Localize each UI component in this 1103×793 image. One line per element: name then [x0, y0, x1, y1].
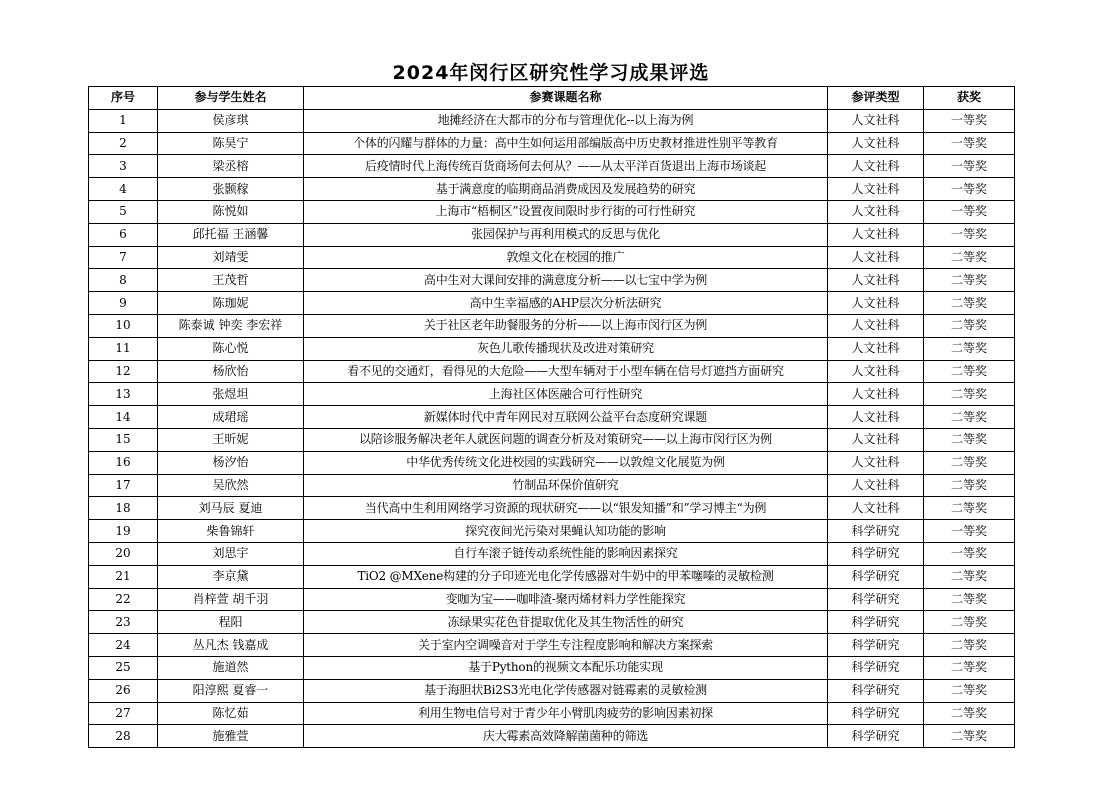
cell-award: 二等奖	[924, 314, 1015, 337]
cell-no: 13	[89, 383, 158, 406]
cell-topic: 上海市“梧桐区”设置夜间限时步行街的可行性研究	[304, 200, 828, 223]
table-row	[89, 656, 1015, 679]
cell-award: 二等奖	[924, 634, 1015, 657]
cell-topic: 后疫情时代上海传统百货商场何去何从？——从太平洋百货退出上海市场谈起	[304, 155, 828, 178]
cell-award: 一等奖	[924, 200, 1015, 223]
cell-no: 2	[89, 132, 158, 155]
table-row	[89, 725, 1015, 748]
cell-topic: 基于海胆状Bi2S3光电化学传感器对链霉素的灵敏检测	[304, 679, 828, 702]
table-row	[89, 246, 1015, 269]
cell-no: 6	[89, 223, 158, 246]
table-row	[89, 383, 1015, 406]
cell-category: 人文社科	[828, 269, 924, 292]
cell-topic: 敦煌文化在校园的推广	[304, 246, 828, 269]
cell-names: 成珺瑶	[158, 406, 304, 429]
cell-category: 人文社科	[828, 292, 924, 315]
awards-table	[88, 86, 1015, 748]
cell-topic: 关于社区老年助餐服务的分析——以上海市闵行区为例	[304, 314, 828, 337]
table-row	[89, 269, 1015, 292]
cell-award: 二等奖	[924, 269, 1015, 292]
header-category: 参评类型	[828, 87, 924, 110]
cell-topic: 以陪诊服务解决老年人就医问题的调查分析及对策研究——以上海市闵行区为例	[304, 428, 828, 451]
table-row	[89, 451, 1015, 474]
table-row	[89, 178, 1015, 201]
cell-no: 14	[89, 406, 158, 429]
cell-award: 一等奖	[924, 223, 1015, 246]
table-row	[89, 565, 1015, 588]
cell-award: 二等奖	[924, 337, 1015, 360]
cell-award: 二等奖	[924, 474, 1015, 497]
cell-award: 二等奖	[924, 292, 1015, 315]
cell-topic: 利用生物电信号对于青少年小臂肌肉疲劳的影响因素初探	[304, 702, 828, 725]
cell-award: 一等奖	[924, 132, 1015, 155]
cell-award: 一等奖	[924, 520, 1015, 543]
cell-topic: 高中生幸福感的AHP层次分析法研究	[304, 292, 828, 315]
cell-no: 28	[89, 725, 158, 748]
cell-topic: 庆大霉素高效降解菌菌种的筛选	[304, 725, 828, 748]
cell-no: 21	[89, 565, 158, 588]
cell-category: 科学研究	[828, 588, 924, 611]
table-body	[89, 109, 1015, 747]
cell-names: 陈泰诚 钟奕 李宏祥	[158, 314, 304, 337]
cell-no: 26	[89, 679, 158, 702]
cell-award: 二等奖	[924, 497, 1015, 520]
cell-category: 人文社科	[828, 497, 924, 520]
cell-category: 科学研究	[828, 611, 924, 634]
cell-award: 二等奖	[924, 725, 1015, 748]
cell-category: 人文社科	[828, 474, 924, 497]
cell-no: 20	[89, 542, 158, 565]
table-row	[89, 223, 1015, 246]
cell-award: 二等奖	[924, 383, 1015, 406]
cell-names: 张煜坦	[158, 383, 304, 406]
cell-category: 人文社科	[828, 428, 924, 451]
cell-names: 张颢稼	[158, 178, 304, 201]
cell-award: 二等奖	[924, 246, 1015, 269]
cell-award: 二等奖	[924, 451, 1015, 474]
cell-no: 22	[89, 588, 158, 611]
header-no: 序号	[89, 87, 158, 110]
table-row	[89, 542, 1015, 565]
cell-names: 梁丞榕	[158, 155, 304, 178]
cell-award: 二等奖	[924, 588, 1015, 611]
cell-no: 10	[89, 314, 158, 337]
cell-names: 邱托福 王涵馨	[158, 223, 304, 246]
cell-topic: 竹制品环保价值研究	[304, 474, 828, 497]
cell-category: 人文社科	[828, 132, 924, 155]
table-row	[89, 474, 1015, 497]
cell-topic: 看不见的交通灯，看得见的大危险——大型车辆对于小型车辆在信号灯遮挡方面研究	[304, 360, 828, 383]
cell-award: 二等奖	[924, 656, 1015, 679]
cell-topic: 新媒体时代中青年网民对互联网公益平台态度研究课题	[304, 406, 828, 429]
cell-category: 人文社科	[828, 383, 924, 406]
cell-topic: TiO2 @MXene构建的分子印迹光电化学传感器对牛奶中的甲苯噻嗪的灵敏检测	[304, 565, 828, 588]
cell-category: 人文社科	[828, 314, 924, 337]
cell-no: 15	[89, 428, 158, 451]
cell-category: 科学研究	[828, 565, 924, 588]
cell-no: 11	[89, 337, 158, 360]
cell-no: 9	[89, 292, 158, 315]
table-row	[89, 634, 1015, 657]
cell-award: 二等奖	[924, 679, 1015, 702]
cell-award: 一等奖	[924, 542, 1015, 565]
cell-category: 人文社科	[828, 109, 924, 132]
cell-names: 刘马辰 夏迪	[158, 497, 304, 520]
cell-names: 陈心悦	[158, 337, 304, 360]
cell-no: 12	[89, 360, 158, 383]
page-title: 2024年闵行区研究性学习成果评选	[392, 62, 710, 84]
cell-category: 科学研究	[828, 656, 924, 679]
cell-no: 23	[89, 611, 158, 634]
cell-category: 人文社科	[828, 200, 924, 223]
cell-category: 人文社科	[828, 223, 924, 246]
table-row	[89, 109, 1015, 132]
cell-no: 5	[89, 200, 158, 223]
cell-category: 科学研究	[828, 520, 924, 543]
cell-award: 二等奖	[924, 360, 1015, 383]
cell-names: 丛凡杰 钱嘉成	[158, 634, 304, 657]
cell-no: 17	[89, 474, 158, 497]
table-row	[89, 611, 1015, 634]
cell-topic: 高中生对大课间安排的满意度分析——以七宝中学为例	[304, 269, 828, 292]
cell-topic: 基于满意度的临期商品消费成因及发展趋势的研究	[304, 178, 828, 201]
cell-no: 16	[89, 451, 158, 474]
header-topic: 参赛课题名称	[304, 87, 828, 110]
cell-names: 施道然	[158, 656, 304, 679]
table-row	[89, 314, 1015, 337]
cell-category: 科学研究	[828, 634, 924, 657]
cell-category: 科学研究	[828, 679, 924, 702]
cell-names: 陈悦如	[158, 200, 304, 223]
cell-names: 吴欣然	[158, 474, 304, 497]
cell-category: 人文社科	[828, 178, 924, 201]
cell-names: 阳淳熙 夏睿一	[158, 679, 304, 702]
table-row	[89, 406, 1015, 429]
cell-category: 科学研究	[828, 725, 924, 748]
cell-no: 4	[89, 178, 158, 201]
header-names: 参与学生姓名	[158, 87, 304, 110]
cell-names: 陈昊宁	[158, 132, 304, 155]
table-row	[89, 702, 1015, 725]
table-row	[89, 155, 1015, 178]
cell-topic: 当代高中生利用网络学习资源的现状研究——以“银发知播”和”学习博主“为例	[304, 497, 828, 520]
table-row	[89, 679, 1015, 702]
cell-category: 科学研究	[828, 542, 924, 565]
table-row	[89, 428, 1015, 451]
cell-category: 人文社科	[828, 360, 924, 383]
cell-award: 二等奖	[924, 565, 1015, 588]
cell-award: 一等奖	[924, 155, 1015, 178]
cell-no: 19	[89, 520, 158, 543]
header-row	[89, 87, 1015, 110]
table-row	[89, 292, 1015, 315]
cell-topic: 自行车滚子链传动系统性能的影响因素探究	[304, 542, 828, 565]
cell-names: 王昕妮	[158, 428, 304, 451]
cell-names: 杨汐怡	[158, 451, 304, 474]
cell-award: 二等奖	[924, 702, 1015, 725]
cell-names: 肖梓萱 胡千羽	[158, 588, 304, 611]
table-row	[89, 497, 1015, 520]
cell-names: 王茂哲	[158, 269, 304, 292]
cell-names: 刘思宇	[158, 542, 304, 565]
cell-no: 27	[89, 702, 158, 725]
cell-names: 施雅萱	[158, 725, 304, 748]
cell-no: 25	[89, 656, 158, 679]
cell-topic: 上海社区体医融合可行性研究	[304, 383, 828, 406]
cell-names: 李京黛	[158, 565, 304, 588]
cell-topic: 冻绿果实花色苷提取优化及其生物活性的研究	[304, 611, 828, 634]
cell-topic: 个体的闪耀与群体的力量：高中生如何运用部编版高中历史教材推进性别平等教育	[304, 132, 828, 155]
cell-award: 一等奖	[924, 109, 1015, 132]
cell-category: 人文社科	[828, 451, 924, 474]
table-row	[89, 360, 1015, 383]
cell-names: 刘靖雯	[158, 246, 304, 269]
table-row	[89, 132, 1015, 155]
cell-names: 柴鲁锦轩	[158, 520, 304, 543]
cell-category: 人文社科	[828, 337, 924, 360]
cell-award: 二等奖	[924, 611, 1015, 634]
table-row	[89, 200, 1015, 223]
table-row	[89, 337, 1015, 360]
cell-topic: 地摊经济在大都市的分布与管理优化--以上海为例	[304, 109, 828, 132]
cell-category: 人文社科	[828, 406, 924, 429]
cell-award: 二等奖	[924, 428, 1015, 451]
cell-no: 8	[89, 269, 158, 292]
cell-no: 24	[89, 634, 158, 657]
cell-names: 陈忆茹	[158, 702, 304, 725]
cell-no: 18	[89, 497, 158, 520]
cell-names: 杨欣怡	[158, 360, 304, 383]
cell-no: 3	[89, 155, 158, 178]
cell-category: 科学研究	[828, 702, 924, 725]
cell-topic: 基于Python的视频文本配乐功能实现	[304, 656, 828, 679]
cell-topic: 探究夜间光污染对果蝇认知功能的影响	[304, 520, 828, 543]
cell-no: 1	[89, 109, 158, 132]
cell-category: 人文社科	[828, 246, 924, 269]
cell-category: 人文社科	[828, 155, 924, 178]
cell-names: 陈珈妮	[158, 292, 304, 315]
cell-names: 侯彦琪	[158, 109, 304, 132]
cell-topic: 灰色儿歌传播现状及改进对策研究	[304, 337, 828, 360]
cell-topic: 关于室内空调噪音对于学生专注程度影响和解决方案探索	[304, 634, 828, 657]
table-row	[89, 588, 1015, 611]
cell-names: 程阳	[158, 611, 304, 634]
header-award: 获奖	[924, 87, 1015, 110]
table-row	[89, 520, 1015, 543]
cell-award: 二等奖	[924, 406, 1015, 429]
cell-topic: 变咖为宝——咖啡渣-聚丙烯材料力学性能探究	[304, 588, 828, 611]
cell-award: 一等奖	[924, 178, 1015, 201]
cell-no: 7	[89, 246, 158, 269]
cell-topic: 中华优秀传统文化进校园的实践研究——以敦煌文化展览为例	[304, 451, 828, 474]
cell-topic: 张园保护与再利用模式的反思与优化	[304, 223, 828, 246]
